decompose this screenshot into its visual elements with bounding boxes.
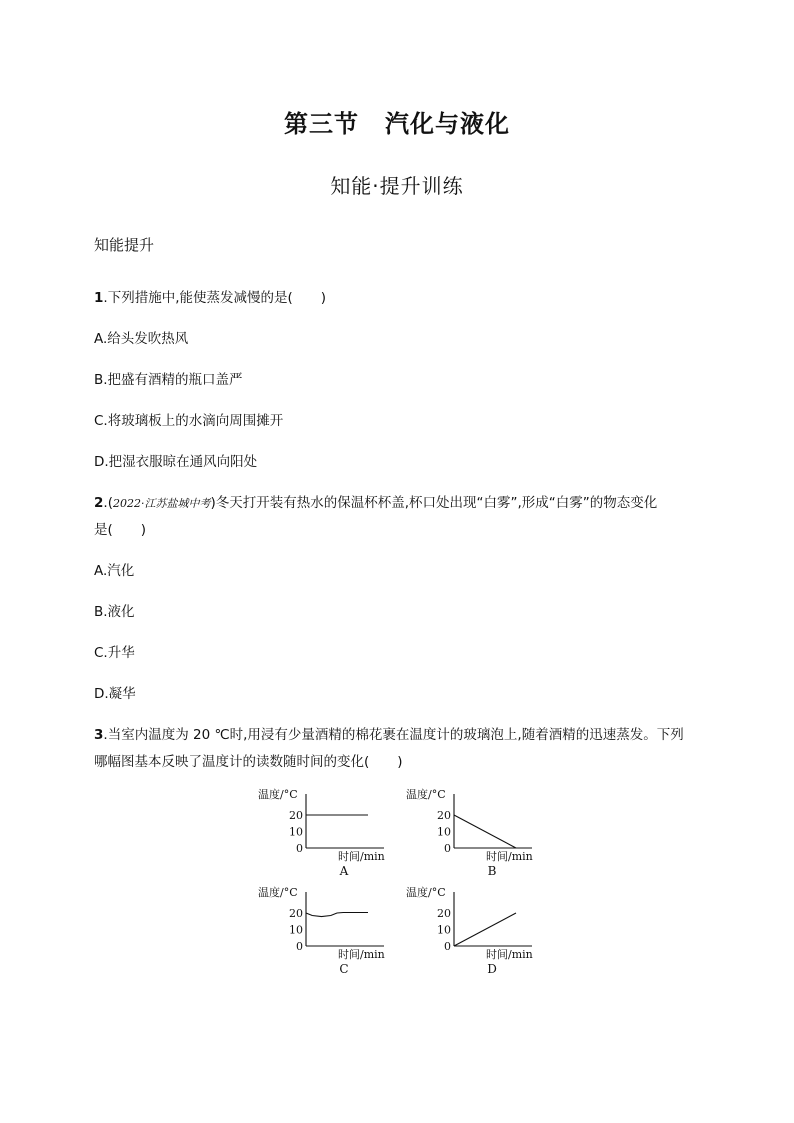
x-axis-label: 时间/min bbox=[486, 850, 533, 863]
question-2-option-b: B.液化 bbox=[94, 604, 135, 620]
question-2-option-d: D.凝华 bbox=[94, 686, 136, 702]
question-2-number: 2 bbox=[94, 495, 104, 511]
y-tick-label: 0 bbox=[444, 842, 451, 855]
y-tick-label: 10 bbox=[437, 825, 451, 839]
question-2-option-c: C.升华 bbox=[94, 645, 135, 661]
y-tick-label: 20 bbox=[437, 907, 451, 920]
y-tick-label: 20 bbox=[289, 907, 303, 920]
y-tick-label: 20 bbox=[289, 809, 303, 822]
y-axis-label: 温度/°C bbox=[406, 788, 446, 801]
y-tick-label: 0 bbox=[296, 940, 303, 953]
x-axis-label: 时间/min bbox=[338, 948, 385, 961]
question-2-stem-line-2: 是( ) bbox=[94, 522, 147, 538]
y-axis-label: 温度/°C bbox=[258, 886, 298, 899]
y-tick-label: 20 bbox=[437, 809, 451, 822]
x-axis-label: 时间/min bbox=[486, 948, 533, 961]
graph-caption: D bbox=[487, 962, 497, 976]
question-2-stem-line-1: 2.(2022·江苏盐城中考)冬天打开装有热水的保温杯杯盖,杯口处出现“白雾”,形成“白雾”的物态变化 bbox=[94, 495, 658, 511]
y-axis-label: 温度/°C bbox=[406, 886, 446, 899]
question-3-stem-line-1: 3.当室内温度为 20 ℃时,用浸有少量酒精的棉花裹在温度计的玻璃泡上,随着酒精的迅速蒸发。下列 bbox=[94, 727, 684, 743]
graph-caption: A bbox=[339, 864, 349, 878]
section-heading: 知能提升 bbox=[94, 236, 155, 254]
question-2-option-a: A.汽化 bbox=[94, 563, 135, 579]
graph-c bbox=[256, 882, 396, 978]
question-1-stem: 1.下列措施中,能使蒸发减慢的是( ) bbox=[94, 290, 327, 306]
question-1-option-a: A.给头发吹热风 bbox=[94, 331, 189, 347]
y-axis-label: 温度/°C bbox=[258, 788, 298, 801]
y-tick-label: 10 bbox=[437, 923, 451, 937]
y-tick-label: 10 bbox=[289, 825, 303, 839]
graph-caption: B bbox=[487, 864, 497, 878]
question-2-source: 2022·江苏盐城中考 bbox=[112, 497, 211, 510]
question-1-option-b: B.把盛有酒精的瓶口盖严 bbox=[94, 372, 243, 388]
series-line bbox=[454, 913, 516, 946]
graph-a bbox=[256, 784, 386, 880]
y-tick-label: 0 bbox=[296, 842, 303, 855]
question-1-option-d: D.把湿衣服晾在通风向阳处 bbox=[94, 454, 258, 470]
graph-d bbox=[404, 882, 544, 978]
graph-b bbox=[404, 784, 544, 880]
graph-caption: C bbox=[339, 962, 349, 976]
question-3-number: 3 bbox=[94, 727, 104, 743]
title-section-name: 汽化与液化 bbox=[385, 110, 510, 138]
series-line bbox=[306, 913, 368, 917]
question-1-option-c: C.将玻璃板上的水滴向周围摊开 bbox=[94, 413, 284, 429]
page-subtitle: 知能·提升训练 bbox=[330, 174, 464, 198]
page-title bbox=[0, 104, 794, 139]
question-1-number: 1 bbox=[94, 290, 104, 306]
title-section-number: 第三节 bbox=[284, 110, 359, 138]
series-line bbox=[454, 815, 516, 848]
question-3-stem-line-2: 哪幅图基本反映了温度计的读数随时间的变化( ) bbox=[94, 754, 403, 770]
x-axis-label: 时间/min bbox=[338, 850, 385, 863]
y-tick-label: 10 bbox=[289, 923, 303, 937]
y-tick-label: 0 bbox=[444, 940, 451, 953]
